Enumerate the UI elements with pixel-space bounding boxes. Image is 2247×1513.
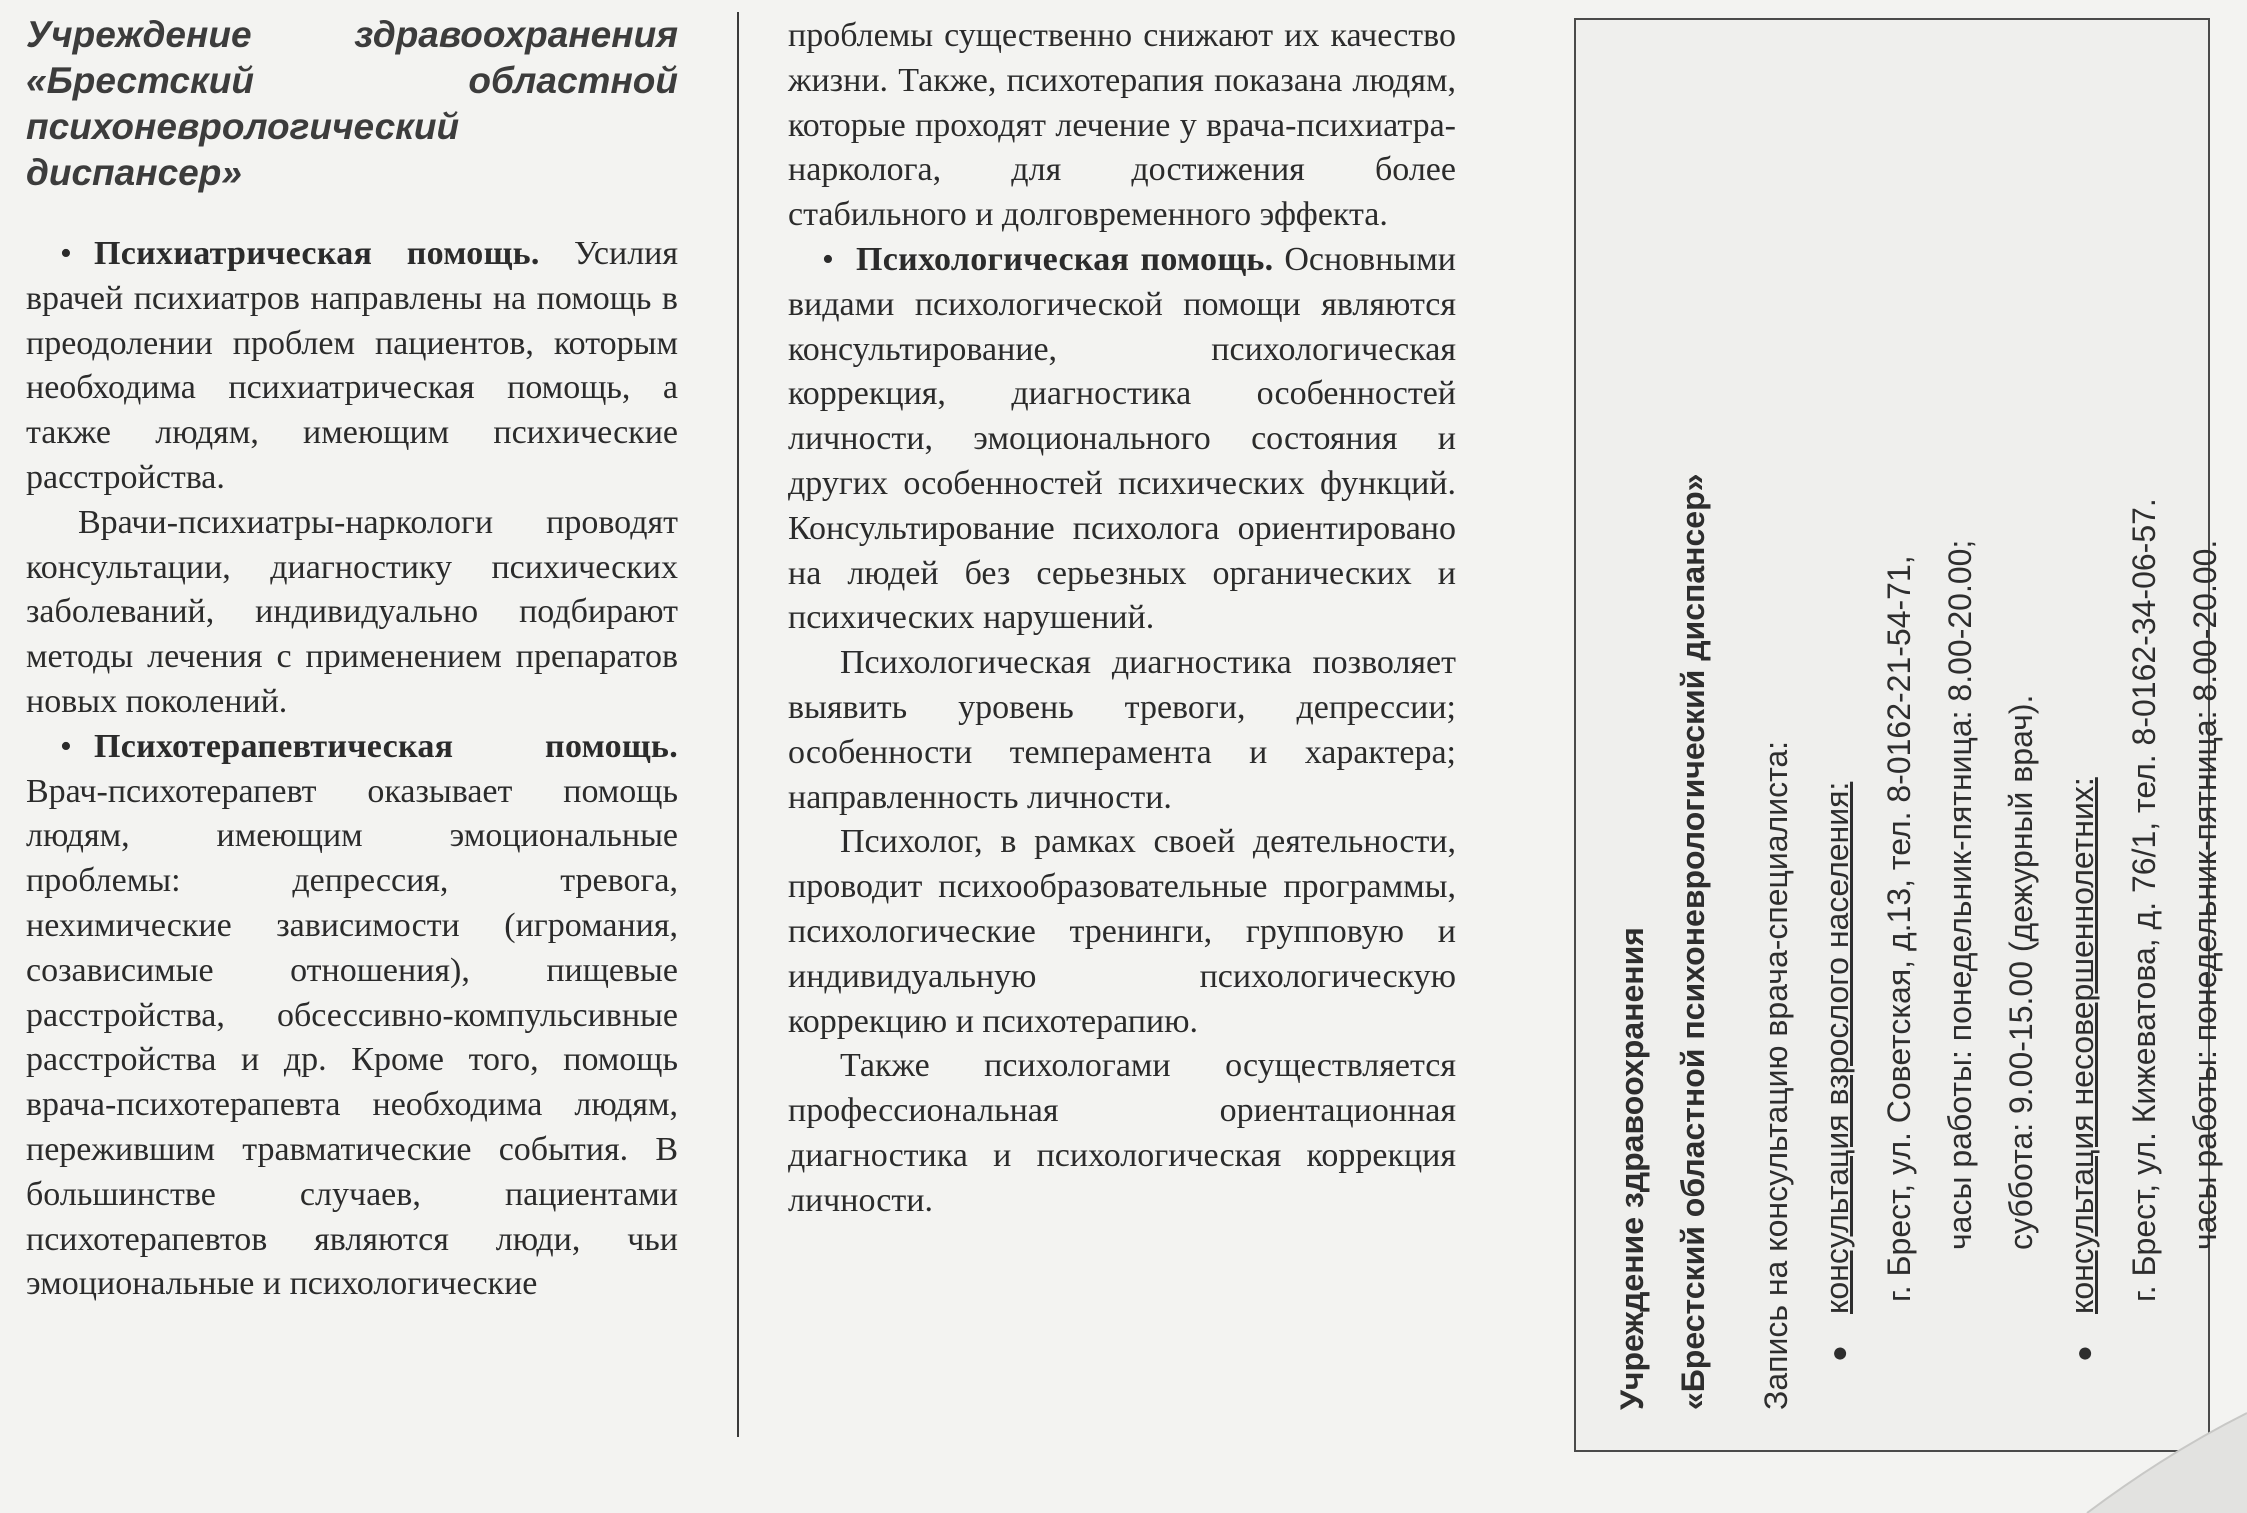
psychotherapy-section: [26, 725, 678, 1307]
minor-consultation: ●консультация несовершеннолетних:: [2052, 110, 2114, 1410]
org-title-line: Учреждение здравоохранения: [26, 14, 678, 55]
adult-hours-weekday: часы работы: понедельник-пятница: 8.00-20.00;: [1942, 539, 1978, 1250]
adult-address: г. Брест, ул. Советская, д.13, тел. 8-0162-21-54-71,: [1881, 555, 1917, 1302]
section-heading: Психотерапевтическая помощь.: [94, 727, 678, 765]
psychological-section: [788, 238, 1456, 641]
contact-panel-content: [1602, 110, 2223, 1410]
org-title: [26, 12, 678, 196]
psychiatric-section: [26, 232, 678, 501]
column-left: [26, 0, 678, 1307]
adult-consultation: ●консультация взрослого населения:: [1807, 110, 1869, 1410]
narcology-paragraph: Врачи-психиатры-наркологи проводят консультации, диагностику психических заболеваний, индивидуально подбирают методы лечения с применением препаратов новых поколений.: [26, 503, 678, 720]
section-text: Врач-психотерапевт оказывает помощь людям, имеющим эмоциональные проблемы: депрессия, тревога, нехимические зависимости (игромания, созависимые отношения), пищевые расстройства, обсессивно-компульсивные расстройства и др. Кроме того, помощь врача-психотерапевта необходима людям, пережившим травматические события. В большинстве случаев, пациентами психотерапевтов являются люди, чьи эмоциональные и психологические: [26, 772, 678, 1303]
section-text: Основными видами психологической помощи являются консультирование, психологическая коррекция, диагностика особенностей личности, эмоционального состояния и других особенностей психических функций. Консультирование психолога ориентировано на людей без серьезных органических и психических нарушений.: [788, 240, 1456, 637]
panel-title: «Брестский областной психоневрологический диспансер»: [1675, 473, 1711, 1410]
org-title-line: диспансер»: [26, 152, 242, 193]
bullet-icon: ●: [2068, 1345, 2099, 1362]
page-curl-decoration: [2027, 1393, 2247, 1513]
adult-hours-saturday: суббота: 9.00-15.00 (дежурный врач).: [2003, 694, 2039, 1250]
section-heading: Психологическая помощь.: [856, 240, 1274, 278]
section-text: Усилия врачей психиатров направлены на помощь в преодолении проблем пациентов, которым необходима психиатрическая помощь, а также людям, имеющим психические расстройства.: [26, 235, 679, 496]
org-title-line: «Брестский областной: [26, 60, 678, 101]
contact-panel: [1574, 18, 2223, 1452]
minor-address: г. Брест, ул. Кижеватова, д. 76/1, тел. 8-0162-34-06-57.: [2126, 498, 2162, 1302]
minor-hours: часы работы: понедельник-пятница: 8.00-20.00.: [2187, 539, 2223, 1250]
bullet-icon: •: [822, 240, 834, 278]
psychologist-paragraph: Психолог, в рамках своей деятельности, проводит психообразовательные программы, психологические тренинги, групповую и индивидуальную психологическую коррекцию и психотерапию.: [788, 823, 1456, 1040]
bullet-icon: •: [60, 727, 72, 765]
bullet-icon: ●: [1823, 1345, 1854, 1362]
continued-paragraph: проблемы существенно снижают их качество жизни. Также, психотерапия показана людям, которые проходят лечение у врача-психиатра-нарколога, для достижения более стабильного и долговременного эффекта.: [788, 17, 1456, 234]
appointment-label: Запись на консультацию врача-специалиста:: [1758, 740, 1794, 1410]
diagnostics-paragraph: Психологическая диагностика позволяет выявить уровень тревоги, депрессии; особенности темперамента и характера; направленность личности.: [788, 644, 1456, 816]
column-middle: [788, 0, 1456, 1224]
bullet-icon: •: [60, 235, 72, 272]
panel-title: Учреждение здравоохранения: [1614, 927, 1650, 1410]
org-title-line: психоневрологический: [26, 106, 460, 147]
career-paragraph: Также психологами осуществляется профессиональная ориентационная диагностика и психологическая коррекция личности.: [788, 1047, 1456, 1219]
section-heading: Психиатрическая помощь.: [94, 235, 540, 272]
column-divider: [737, 12, 739, 1437]
